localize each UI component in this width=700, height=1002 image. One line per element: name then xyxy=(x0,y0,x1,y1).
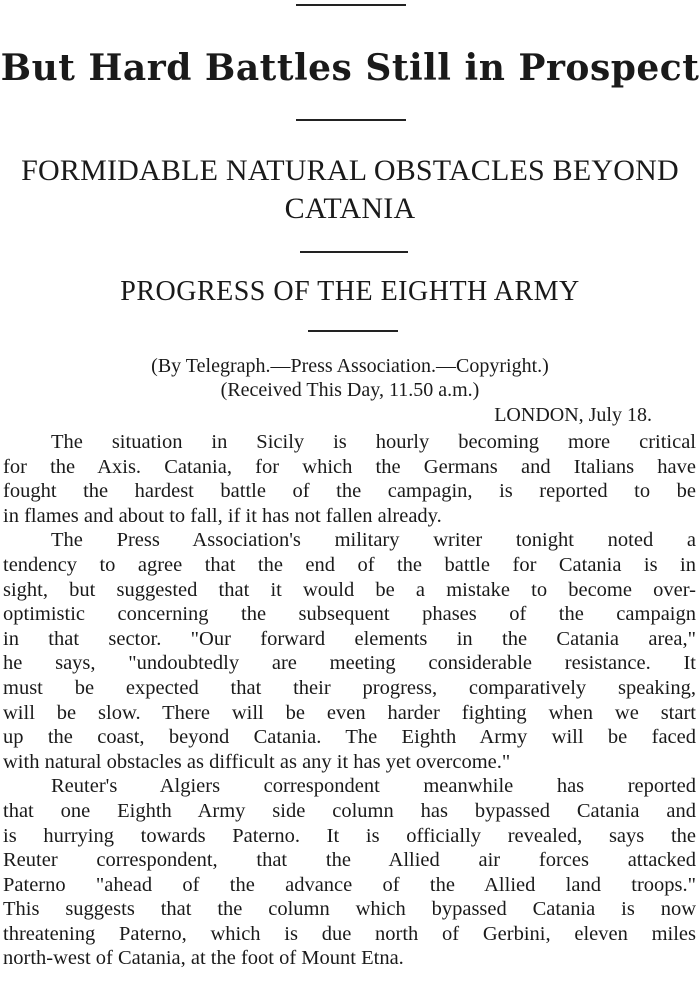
subheadline xyxy=(0,152,700,228)
text-line: that one Eighth Army side column has bypassed Catania and xyxy=(3,799,696,822)
text-line: sight, but suggested that it would be a mistake to become over- xyxy=(3,578,696,601)
text-line: in that sector. "Our forward elements in the Catania area," xyxy=(3,627,696,650)
text-line: The situation in Sicily is hourly becoming more critical xyxy=(51,431,696,453)
text-line: north-west of Catania, at the foot of Mount Etna. xyxy=(3,947,404,970)
text-line: will be slow. There will be even harder fighting when we start xyxy=(3,701,696,724)
text-line: in flames and about to fall, if it has not fallen already. xyxy=(3,504,442,527)
text-line: This suggests that the column which bypassed Catania is now xyxy=(3,898,696,921)
dateline: LONDON, July 18. xyxy=(494,404,652,426)
text-line: Paterno "ahead of the advance of the Allied land troops." xyxy=(3,873,696,896)
secondary-subheadline: PROGRESS OF THE EIGHTH ARMY xyxy=(120,276,580,307)
text-line: fought the hardest battle of the campagin, is reported to be xyxy=(3,480,696,503)
subheadline-line-1: FORMIDABLE NATURAL OBSTACLES BEYOND xyxy=(21,154,679,187)
text-line: is hurrying towards Paterno. It is officially revealed, says the xyxy=(3,824,696,847)
text-line: up the coast, beyond Catania. The Eighth Army will be faced xyxy=(3,726,696,749)
subheadline-line-2: CATANIA xyxy=(284,192,416,225)
divider xyxy=(300,251,408,253)
top-divider xyxy=(296,4,406,6)
divider xyxy=(308,330,398,332)
paragraph xyxy=(3,774,696,971)
text-line: Reuter's Algiers correspondent meanwhile has reported xyxy=(51,775,696,798)
text-line: must be expected that their progress, comparatively speaking, xyxy=(3,676,696,699)
text-line: for the Axis. Catania, for which the Germans and Italians have xyxy=(3,455,696,478)
received-time: (Received This Day, 11.50 a.m.) xyxy=(220,379,480,401)
text-line: optimistic concerning the subsequent phases of the campaign xyxy=(3,603,696,626)
text-line: with natural obstacles as difficult as any it has yet overcome." xyxy=(3,750,511,773)
text-line: tendency to agree that the end of the battle for Catania is in xyxy=(3,553,696,576)
paragraph xyxy=(3,430,696,528)
text-line: The Press Association's military writer tonight noted a xyxy=(51,529,696,552)
text-line: he says, "undoubtedly are meeting considerable resistance. It xyxy=(3,652,696,675)
text-line: Reuter correspondent, that the Allied air forces attacked xyxy=(3,849,696,872)
paragraph xyxy=(3,528,696,774)
press-credit: (By Telegraph.—Press Association.—Copyright.) xyxy=(151,355,549,377)
text-line: threatening Paterno, which is due north of Gerbini, eleven miles xyxy=(3,922,696,945)
article-body xyxy=(3,430,696,971)
divider xyxy=(296,119,406,121)
headline: But Hard Battles Still in Prospect xyxy=(0,47,700,89)
